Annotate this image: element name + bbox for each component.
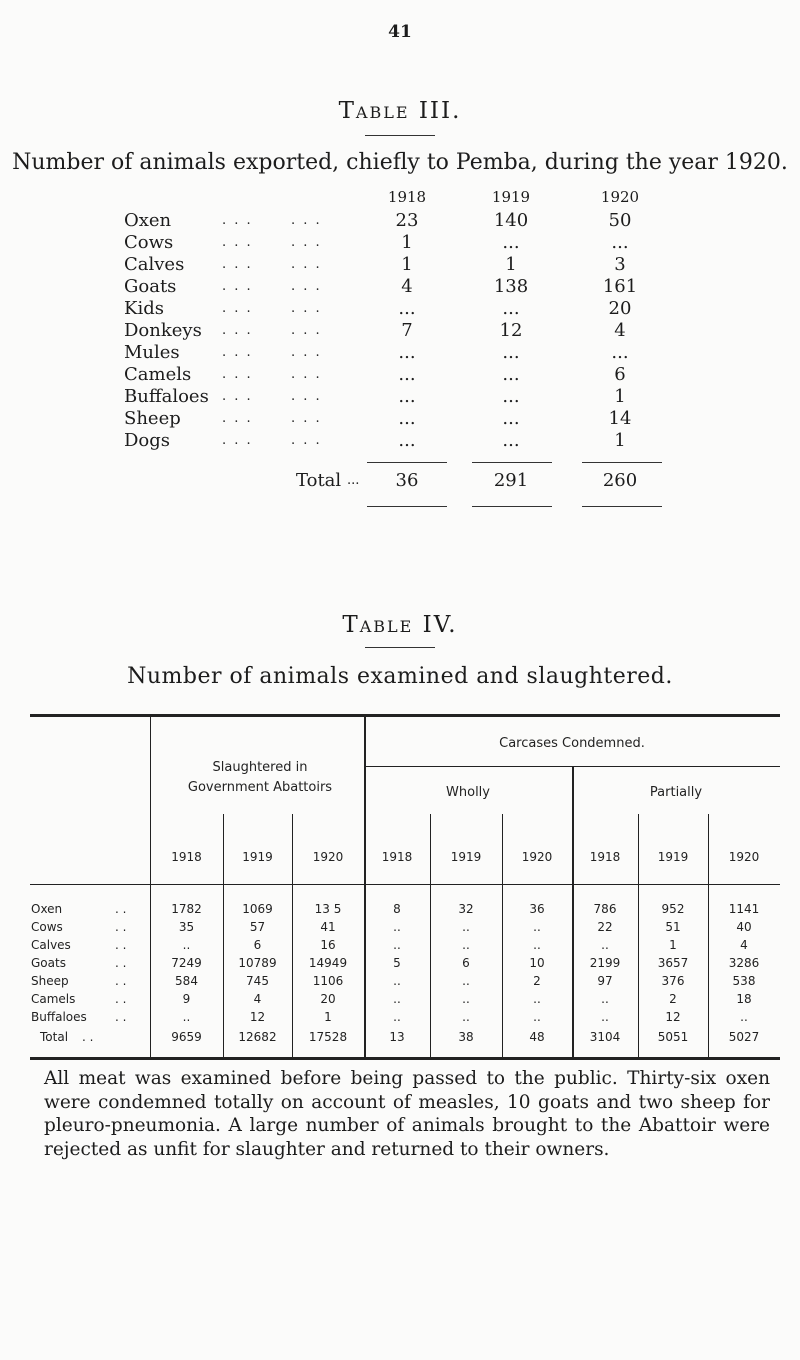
table-cell: 4 xyxy=(401,276,413,297)
table-cell: .. xyxy=(462,974,470,988)
leader-dots: . . xyxy=(115,902,127,916)
leader-dots: . . . xyxy=(222,301,253,316)
year-header: 1920 xyxy=(312,850,344,864)
table-cell: ... xyxy=(611,342,629,363)
divider xyxy=(365,647,435,648)
year-header: 1920 xyxy=(728,850,760,864)
table-cell: .. xyxy=(393,920,401,934)
total-cell: 12682 xyxy=(238,1030,277,1044)
table-cell: 13 5 xyxy=(314,902,342,916)
row-label: Donkeys xyxy=(124,320,202,341)
table-cell: 36 xyxy=(529,902,545,916)
year-header: 1920 xyxy=(521,850,553,864)
table-cell: ... xyxy=(611,232,629,253)
table-cell: ... xyxy=(502,232,520,253)
table-cell: 9 xyxy=(182,992,191,1006)
table-4-title: Table IV. xyxy=(342,612,458,638)
table-cell: 1 xyxy=(324,1010,332,1024)
table-cell: 161 xyxy=(602,276,638,297)
table-cell: .. xyxy=(182,1010,191,1024)
table-cell: 1 xyxy=(614,430,626,451)
table-cell: 6 xyxy=(253,938,262,952)
total-underline xyxy=(367,506,447,507)
table-cell: 2199 xyxy=(589,956,621,970)
leader-dots: . . . xyxy=(222,367,253,382)
sum-rule xyxy=(472,462,552,463)
table-cell: .. xyxy=(393,974,401,988)
table-row-label: Goats xyxy=(31,956,66,970)
table-cell: 20 xyxy=(608,298,632,319)
table-cell: 138 xyxy=(493,276,529,297)
leader-dots: . . xyxy=(115,956,127,970)
page-number: 41 xyxy=(388,22,412,42)
table-cell: 1 xyxy=(505,254,517,275)
table-row-label: Camels xyxy=(31,992,76,1006)
leader-dots: . . . xyxy=(291,323,322,338)
leader-dots: . . . xyxy=(291,433,322,448)
year-header: 1918 xyxy=(171,850,202,864)
total-cell: 13 xyxy=(389,1030,405,1044)
row-label: Goats xyxy=(124,276,177,297)
table-cell: 584 xyxy=(175,974,198,988)
table-cell: .. xyxy=(393,992,401,1006)
leader-dots: . . xyxy=(115,938,127,952)
table-cell: 4 xyxy=(614,320,626,341)
row-rule xyxy=(364,766,780,767)
table-cell: 23 xyxy=(395,210,419,231)
table-cell: 5 xyxy=(393,956,401,970)
leader-dots: . . . xyxy=(222,345,253,360)
leader-dots: . . xyxy=(115,974,127,988)
row-label: Kids xyxy=(124,298,164,319)
table-row-label: Sheep xyxy=(31,974,69,988)
table-cell: 12 xyxy=(249,1010,266,1024)
table-cell: 16 xyxy=(320,938,336,952)
row-label: Buffaloes xyxy=(124,386,209,407)
table-cell: ... xyxy=(502,386,520,407)
table-cell: 7 xyxy=(401,320,413,341)
table-cell: .. xyxy=(462,938,470,952)
table-cell: .. xyxy=(533,938,541,952)
table-cell: 51 xyxy=(665,920,681,934)
row-label: Dogs xyxy=(124,430,171,451)
table-cell: .. xyxy=(462,920,470,934)
table-cell: 6 xyxy=(614,364,626,385)
table-cell: .. xyxy=(533,920,541,934)
table-cell: 12 xyxy=(499,320,523,341)
table-cell: .. xyxy=(393,1010,401,1024)
leader-dots: . . . xyxy=(222,279,253,294)
table-cell: ... xyxy=(502,364,520,385)
table-cell: 1 xyxy=(401,232,413,253)
table-cell: .. xyxy=(182,938,191,952)
table-cell: 4 xyxy=(740,938,748,952)
table-cell: 8 xyxy=(393,902,401,916)
leader-dots: . . . xyxy=(291,367,322,382)
header-government-abattoirs: Government Abattoirs xyxy=(187,780,333,795)
leader-dots: . . . xyxy=(222,323,253,338)
table-cell: .. xyxy=(740,1010,748,1024)
leader-dots: . . xyxy=(115,992,127,1006)
table-cell: 1 xyxy=(401,254,413,275)
total-cell: 48 xyxy=(529,1030,545,1044)
table-bottom-rule xyxy=(30,1057,780,1060)
table-cell: .. xyxy=(601,1010,609,1024)
table-cell: 14 xyxy=(608,408,632,429)
table-cell: ... xyxy=(502,408,520,429)
table-row-label: Buffaloes xyxy=(31,1010,87,1024)
leader-dots: . . . xyxy=(222,235,253,250)
leader-dots: . . . xyxy=(222,213,253,228)
table-cell: 1106 xyxy=(312,974,344,988)
total-label: Total xyxy=(296,470,342,491)
header-slaughtered: Slaughtered in xyxy=(212,760,308,775)
row-label: Camels xyxy=(124,364,192,385)
table-cell: ... xyxy=(398,430,416,451)
table-cell: 952 xyxy=(661,902,685,916)
leader-dots: . . . xyxy=(291,411,322,426)
table-cell: ... xyxy=(502,298,520,319)
table-cell: .. xyxy=(601,938,609,952)
table-cell: 6 xyxy=(462,956,470,970)
sum-rule xyxy=(367,462,447,463)
leader-dots: . . . xyxy=(291,279,322,294)
table-cell: 50 xyxy=(608,210,632,231)
leader-dots: . . . xyxy=(291,235,322,250)
table-cell: ... xyxy=(502,342,520,363)
table-4-caption: Number of animals examined and slaughtered. xyxy=(127,664,673,689)
table-cell: 745 xyxy=(246,974,269,988)
total-cell: 38 xyxy=(458,1030,474,1044)
total-cell: 5027 xyxy=(728,1030,760,1044)
table-cell: 35 xyxy=(178,920,195,934)
table-row-label: Cows xyxy=(31,920,63,934)
table-cell: 57 xyxy=(249,920,266,934)
table-cell: 20 xyxy=(320,992,336,1006)
table-cell: ... xyxy=(398,298,416,319)
total-underline xyxy=(582,506,662,507)
column-rule xyxy=(364,717,366,1057)
table-cell: 140 xyxy=(493,210,529,231)
body-paragraph: All meat was examined before being passed to the public. Thirty-six oxen were condemned totally on account of measles, 10 goats and two sheep for pleuro-pneumonia. A large number of animals brought to the Abattoir were rejected as unfit for slaughter and returned to their owners. xyxy=(44,1068,770,1160)
leader-dots: . . xyxy=(82,1030,94,1044)
table-cell: .. xyxy=(462,1010,470,1024)
total-cell: 260 xyxy=(602,470,638,491)
table-cell: 10 xyxy=(529,956,545,970)
table-cell: 1069 xyxy=(242,902,273,916)
table-cell: .. xyxy=(601,992,609,1006)
sum-rule xyxy=(582,462,662,463)
table-cell: 32 xyxy=(458,902,474,916)
table-cell: .. xyxy=(393,938,401,952)
table-cell: 14949 xyxy=(308,956,348,970)
header-wholly: Wholly xyxy=(446,785,490,800)
table-cell: 7249 xyxy=(171,956,202,970)
year-header: 1918 xyxy=(381,850,413,864)
leader-dots: . . . xyxy=(291,345,322,360)
table-cell: 22 xyxy=(597,920,613,934)
leader-dots: . . xyxy=(115,1010,127,1024)
year-header: 1919 xyxy=(491,188,531,206)
year-header: 1918 xyxy=(589,850,621,864)
header-carcases-condemned: Carcases Condemned. xyxy=(499,736,645,751)
table-cell: ... xyxy=(398,386,416,407)
table-cell: 1 xyxy=(614,386,626,407)
row-label: Calves xyxy=(124,254,185,275)
table-cell: .. xyxy=(533,992,541,1006)
table-cell: 538 xyxy=(732,974,756,988)
table-3 xyxy=(0,188,800,491)
total-cell: 3104 xyxy=(589,1030,621,1044)
total-cell: 291 xyxy=(493,470,529,491)
table-cell: .. xyxy=(462,992,470,1006)
row-label: Mules xyxy=(124,342,180,363)
table-row-label: Oxen xyxy=(31,902,63,916)
table-cell: 10789 xyxy=(238,956,277,970)
table-cell: ... xyxy=(502,430,520,451)
leader-dots: . . . xyxy=(291,301,322,316)
total-cell: 17528 xyxy=(308,1030,348,1044)
year-header: 1919 xyxy=(450,850,482,864)
leader-dots: . . xyxy=(115,920,127,934)
total-cell: 36 xyxy=(395,470,419,491)
leader-dots: . . . xyxy=(222,257,253,272)
table-cell: 4 xyxy=(253,992,262,1006)
leader-dots: ... xyxy=(347,473,360,488)
leader-dots: . . . xyxy=(222,433,253,448)
table-row-label: Calves xyxy=(31,938,71,952)
table-cell: 41 xyxy=(320,920,336,934)
table-cell: ... xyxy=(398,364,416,385)
year-header: 1919 xyxy=(657,850,689,864)
header-partially: Partially xyxy=(649,785,703,800)
table-cell: 18 xyxy=(736,992,752,1006)
table-cell: 2 xyxy=(533,974,541,988)
table-cell: 3 xyxy=(614,254,626,275)
leader-dots: . . . xyxy=(291,389,322,404)
table-3-title: Table III. xyxy=(338,98,462,124)
leader-dots: . . . xyxy=(222,411,253,426)
table-4 xyxy=(30,714,780,1060)
total-cell: 9659 xyxy=(171,1030,202,1044)
leader-dots: . . . xyxy=(291,213,322,228)
leader-dots: . . . xyxy=(222,389,253,404)
row-label: Oxen xyxy=(124,210,172,231)
table-cell: 376 xyxy=(661,974,685,988)
table-cell: 40 xyxy=(736,920,752,934)
table-cell: 1 xyxy=(669,938,677,952)
table-cell: 3657 xyxy=(657,956,689,970)
table-cell: 1141 xyxy=(728,902,760,916)
total-underline xyxy=(472,506,552,507)
table-top-rule xyxy=(30,714,780,717)
year-header: 1920 xyxy=(600,188,640,206)
row-label: Cows xyxy=(124,232,174,253)
row-rule xyxy=(30,884,780,885)
table-cell: 786 xyxy=(593,902,617,916)
row-label: Sheep xyxy=(124,408,181,429)
table-cell: ... xyxy=(398,408,416,429)
table-cell: 2 xyxy=(669,992,677,1006)
column-rule xyxy=(150,717,151,1057)
table-3-caption: Number of animals exported, chiefly to Pemba, during the year 1920. xyxy=(12,150,788,175)
year-header: 1918 xyxy=(387,188,427,206)
leader-dots: . . . xyxy=(291,257,322,272)
table-cell: 12 xyxy=(665,1010,681,1024)
table-cell: 97 xyxy=(597,974,613,988)
total-row-label: Total xyxy=(40,1030,69,1044)
table-cell: 1782 xyxy=(171,902,202,916)
table-cell: ... xyxy=(398,342,416,363)
divider xyxy=(365,135,435,136)
year-header: 1919 xyxy=(242,850,273,864)
total-cell: 5051 xyxy=(657,1030,689,1044)
table-cell: 3286 xyxy=(728,956,760,970)
table-cell: .. xyxy=(533,1010,541,1024)
